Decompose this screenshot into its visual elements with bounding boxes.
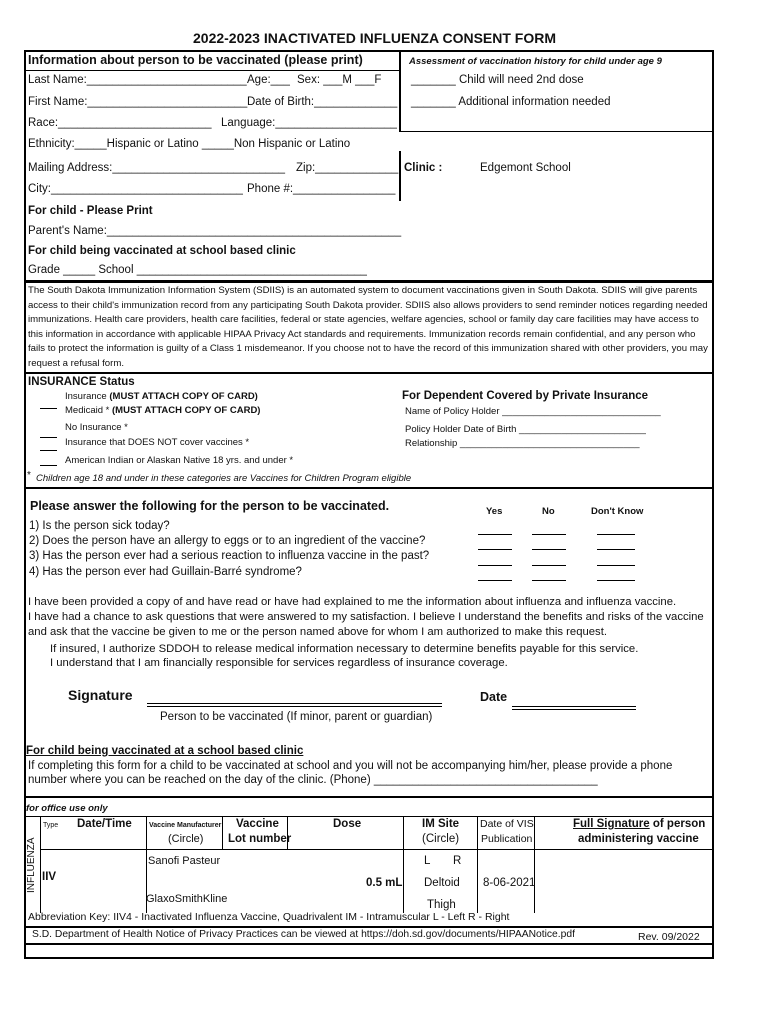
person-heading-rule	[24, 70, 400, 71]
native-checkline[interactable]	[40, 465, 57, 466]
policy-holder-field[interactable]: Name of Policy Holder ______________________________	[405, 406, 661, 417]
insurance-heading: INSURANCE Status	[28, 376, 135, 388]
insurance-checkline[interactable]	[40, 408, 57, 409]
consent-line-3: and ask that the vaccine be given to me or the person named above for whom I am authorized to make this request.	[28, 626, 607, 638]
first-name-field[interactable]: First Name:_________________________	[28, 96, 248, 108]
phone-field[interactable]: Phone #:________________	[247, 183, 396, 195]
no-cover-checkline[interactable]	[40, 450, 57, 451]
grid-line	[403, 816, 404, 913]
site-right[interactable]: R	[453, 855, 462, 867]
second-dose-field[interactable]: _______ Child will need 2nd dose	[411, 74, 584, 86]
right-border	[712, 50, 714, 958]
sex-field[interactable]: Sex: ___M ___F	[297, 74, 382, 86]
no-insurance-option[interactable]: No Insurance *	[65, 422, 128, 433]
date-line[interactable]	[512, 706, 636, 710]
insurance-option-note: (MUST ATTACH COPY OF CARD)	[109, 391, 258, 402]
col-dose: Dose	[333, 818, 362, 830]
vfc-footnote: Children age 18 and under in these categories are Vaccines for Children Program eligible	[36, 473, 412, 484]
grid-line	[534, 816, 535, 913]
assessment-heading: Assessment of vaccination history for child under age 9	[409, 56, 662, 67]
influenza-side-label: INFLUENZA	[26, 837, 37, 893]
answer-no-4[interactable]	[532, 580, 566, 581]
assessment-divider	[399, 50, 401, 132]
insurance-bottom-rule	[24, 487, 714, 489]
answer-no-1[interactable]	[532, 534, 566, 535]
dose-value: 0.5 mL	[366, 877, 403, 889]
answer-yes-3[interactable]	[478, 565, 512, 566]
col-datetime: Date/Time	[77, 818, 132, 830]
manufacturer-sanofi[interactable]: Sanofi Pasteur	[148, 855, 221, 867]
grade-school-field[interactable]: Grade _____ School ____________________________________	[28, 264, 367, 276]
site-left[interactable]: L	[424, 855, 431, 867]
consent-line-5: I understand that I am financially responsible for services regardless of insurance coverage.	[50, 657, 508, 669]
manufacturer-circle: (Circle)	[168, 833, 204, 845]
insurance-option-label: Insurance	[65, 391, 107, 402]
top-border	[24, 50, 714, 52]
mailing-address-field[interactable]: Mailing Address:___________________________	[28, 162, 286, 174]
office-header-rule	[40, 849, 713, 850]
col-full-signature-underlined: Full Signature	[573, 818, 650, 830]
office-table-top	[24, 816, 714, 817]
answer-dk-2[interactable]	[597, 549, 635, 550]
office-top-rule	[24, 796, 714, 798]
abbrev-rule	[24, 926, 714, 928]
race-field[interactable]: Race:________________________	[28, 117, 212, 129]
col-yes: Yes	[486, 506, 503, 517]
clinic-value: Edgemont School	[480, 162, 571, 174]
sdiis-top-rule	[24, 280, 714, 283]
im-site-circle: (Circle)	[422, 833, 460, 845]
sdiis-bottom-rule	[24, 372, 714, 374]
col-no: No	[542, 506, 555, 517]
city-field[interactable]: City:______________________________	[28, 183, 243, 195]
col-full-signature-rest: of person	[652, 818, 706, 830]
no-insurance-checkline[interactable]	[40, 437, 57, 438]
answer-dk-4[interactable]	[597, 580, 635, 581]
form-bottom-rule	[24, 957, 714, 959]
medicaid-option[interactable]	[65, 405, 260, 416]
last-name-field[interactable]: Last Name:_________________________	[28, 74, 247, 86]
form-title: 2022-2023 INACTIVATED INFLUENZA CONSENT FORM	[193, 30, 557, 46]
school-phone-line-1: If completing this form for a child to be vaccinated at school and you will not be accompanying him/her, please provide a phone	[28, 760, 673, 772]
dob-field[interactable]: Date of Birth:_____________	[247, 96, 398, 108]
answer-dk-1[interactable]	[597, 534, 635, 535]
signature-line[interactable]	[147, 703, 442, 707]
grid-line	[477, 816, 478, 913]
question-4: 4) Has the person ever had Guillain-Barré syndrome?	[29, 566, 302, 578]
left-border	[24, 50, 26, 958]
revision-label: Rev. 09/2022	[638, 931, 700, 943]
clinic-divider	[399, 151, 401, 201]
signature-caption: Person to be vaccinated (If minor, parent or guardian)	[160, 711, 433, 723]
col-vis-date: Date of VIS	[480, 818, 534, 830]
site-deltoid[interactable]: Deltoid	[424, 877, 460, 889]
clinic-label: Clinic :	[404, 162, 443, 174]
ethnicity-field[interactable]: Ethnicity:_____Hispanic or Latino _____Non Hispanic or Latino	[28, 138, 351, 150]
holder-dob-field[interactable]: Policy Holder Date of Birth ________________________	[405, 424, 646, 435]
school-phone-line-2[interactable]: number where you can be reached on the day of the clinic. (Phone) ___________________________________	[28, 774, 598, 786]
vaccine-type-value: IIV	[42, 871, 57, 883]
col-vaccine: Vaccine	[236, 818, 279, 830]
grid-line	[222, 816, 223, 849]
footnote-star: *	[27, 470, 31, 481]
answer-yes-2[interactable]	[478, 549, 512, 550]
privacy-rule	[24, 943, 714, 945]
person-section-heading: Information about person to be vaccinated (please print)	[28, 53, 363, 67]
grid-line	[40, 816, 41, 913]
medicaid-option-note: (MUST ATTACH COPY OF CARD)	[112, 405, 261, 416]
privacy-notice: S.D. Department of Health Notice of Privacy Practices can be viewed at https://doh.sd.gov/documents/HIPAANotice.pdf	[32, 929, 575, 940]
answer-yes-4[interactable]	[478, 580, 512, 581]
insurance-option[interactable]	[65, 391, 258, 402]
question-1: 1) Is the person sick today?	[29, 520, 170, 532]
language-field[interactable]: Language:___________________	[221, 117, 397, 129]
answer-dk-3[interactable]	[597, 565, 635, 566]
school-phone-heading: For child being vaccinated at a school based clinic	[26, 745, 304, 757]
col-lot: Lot number	[228, 833, 292, 845]
medicaid-option-label: Medicaid *	[65, 405, 110, 416]
question-3: 3) Has the person ever had a serious reaction to influenza vaccine in the past?	[29, 550, 430, 562]
col-dont-know: Don't Know	[591, 506, 644, 517]
zip-field[interactable]: Zip:_____________	[296, 162, 399, 174]
col-im-site: IM Site	[422, 818, 460, 830]
sdiis-paragraph: The South Dakota Immunization Information System (SDIIS) is an automated system to document vaccinations given in South Dakota. SDIIS will give parents access to their child's immunization record from any participating South Dakota provider. SDIIS also allows providers to send reminder notices regarding needed immunizations. Health care providers, health care facilities, federal or state agencies, welfare agencies, school or family day care facilities may have access to this information in accordance with applicable HIPAA Privacy Act standards and requirements. Immunization records remain confidential, and any person who fails to protect the information is guilty of a Class 1 misdemeanor. If you choose not to have the record of this immunization shared with other providers, you may request a refusal form.	[28, 285, 708, 369]
answer-no-2[interactable]	[532, 549, 566, 550]
child-heading: For child - Please Print	[28, 205, 153, 217]
col-manufacturer: Vaccine Manufacturer	[149, 822, 222, 829]
answer-no-3[interactable]	[532, 565, 566, 566]
age-field[interactable]: Age:___	[247, 74, 290, 86]
date-label: Date	[480, 690, 508, 704]
parent-name-field[interactable]: Parent's Name:______________________________________________	[28, 225, 402, 237]
private-insurance-heading: For Dependent Covered by Private Insurance	[402, 390, 649, 402]
col-full-signature	[573, 818, 705, 830]
col-administering: administering vaccine	[578, 833, 699, 845]
school-clinic-heading: For child being vaccinated at school based clinic	[28, 245, 296, 257]
answer-yes-1[interactable]	[478, 534, 512, 535]
manufacturer-gsk[interactable]: GlaxoSmithKline	[146, 893, 228, 905]
vis-date-value: 8-06-2021	[483, 877, 536, 889]
col-type: Type	[43, 822, 59, 829]
consent-line-1: I have been provided a copy of and have read or have had explained to me the information about influenza and influenza vaccine.	[28, 596, 677, 608]
relationship-field[interactable]: Relationship __________________________________	[405, 438, 640, 449]
questions-heading: Please answer the following for the person to be vaccinated.	[30, 499, 390, 513]
question-2: 2) Does the person have an allergy to eggs or to an ingredient of the vaccine?	[29, 535, 426, 547]
signature-label: Signature	[68, 687, 133, 703]
assessment-bottom-rule	[399, 131, 713, 132]
abbreviation-key: Abbreviation Key: IIV4 - Inactivated Influenza Vaccine, Quadrivalent IM - Intramuscular L - Left R - Right	[28, 911, 510, 923]
consent-line-4: If insured, I authorize SDDOH to release medical information necessary to determine benefits payable for this service.	[50, 643, 639, 655]
office-use-heading: for office use only	[26, 803, 108, 814]
consent-line-2: I have had a chance to ask questions that were answered to my satisfaction. I believe I understand the benefits and risks of the vaccine	[28, 611, 704, 623]
col-vis-publication: Publication	[481, 833, 533, 845]
native-option[interactable]: American Indian or Alaskan Native 18 yrs. and under *	[65, 455, 294, 466]
site-thigh[interactable]: Thigh	[427, 899, 456, 911]
no-vaccine-cover-option[interactable]: Insurance that DOES NOT cover vaccines *	[65, 437, 250, 448]
additional-info-field[interactable]: _______ Additional information needed	[411, 96, 611, 108]
